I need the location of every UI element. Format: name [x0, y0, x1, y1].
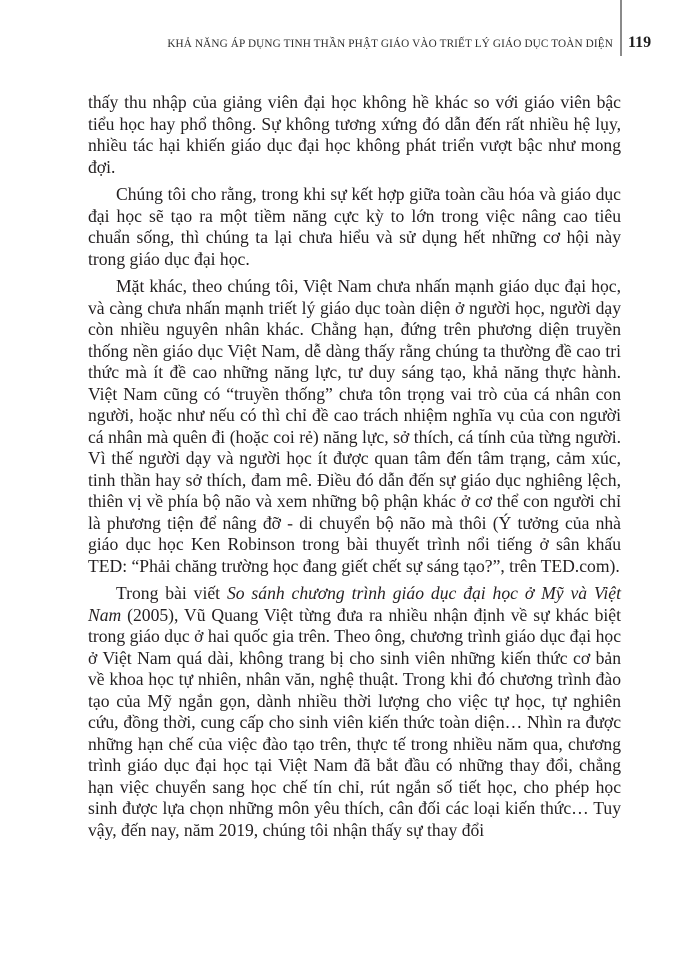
paragraph-3: Mặt khác, theo chúng tôi, Việt Nam chưa nhấn mạnh giáo dục đại học, và càng chưa nhấn mạnh triết lý giáo dục toàn diện ở người học, người dạy còn nhiều nguyên nhân khác. Chẳng hạn, đứng trên phương diện truyền thống nền giáo dục Việt Nam, dễ dàng thấy rằng chúng ta thường đề cao tri thức mà ít đề cao những năng lực, tư duy sáng tạo, khả năng thực hành. Việt Nam cũng có “truyền thống” chưa tôn trọng vai trò của cá nhân con người, hoặc như nếu có thì chỉ đề cao trách nhiệm nghĩa vụ của con người cá nhân mà quên đi (hoặc coi rẻ) năng lực, sở thích, cá tính của từng người. Vì thế người dạy và người học ít được quan tâm đến tâm trạng, cảm xúc, tinh thần hay sở thích, đam mê. Điều đó dẫn đến sự giáo dục nghiêng lệch, thiên vị về phía bộ não và xem những bộ phận khác ở cơ thể con người chỉ là phương tiện để nâng đỡ - di chuyển bộ não mà thôi (Ý tưởng của nhà giáo dục học Ken Robinson trong bài thuyết trình nổi tiếng ở sân khấu TED: “Phải chăng trường học đang giết chết sự sáng tạo?”, trên TED.com). — [88, 276, 621, 576]
paragraph-4 — [88, 583, 621, 841]
paragraph-2: Chúng tôi cho rằng, trong khi sự kết hợp giữa toàn cầu hóa và giáo dục đại học sẽ tạo ra một tiềm năng cực kỳ to lớn trong việc nâng cao tiêu chuẩn sống, thì chúng ta lại chưa hiểu và sử dụng hết những cơ hội này trong giáo dục đại học. — [88, 184, 621, 269]
running-header-title: KHẢ NĂNG ÁP DỤNG TINH THẦN PHẬT GIÁO VÀO TRIẾT LÝ GIÁO DỤC TOÀN DIỆN — [167, 38, 613, 50]
paragraph-4-text: (2005), Vũ Quang Việt từng đưa ra nhiều nhận định về sự khác biệt trong giáo dục ở hai quốc gia trên. Theo ông, chương trình giáo dục đại học ở Việt Nam quá dài, không trang bị cho sinh viên những kiến thức cơ bản về khoa học tự nhiên, nhân văn, nghệ thuật. Trong khi đó chương trình đào tạo của Mỹ ngắn gọn, dành nhiều thời lượng cho việc tự học, tự nghiên cứu, đồng thời, cung cấp cho sinh viên kiến thức toàn diện… Nhìn ra được những hạn chế của việc đào tạo trên, thực tế trong nhiều năm qua, chương trình giáo dục đại học tại Việt Nam đã bắt đầu có những thay đổi, chẳng hạn việc chuyển sang học chế tín chỉ, rút ngắn số tiết học, cho phép học sinh được lựa chọn những môn yêu thích, cân đối các loại kiến thức… Tuy vậy, đến nay, năm 2019, chúng tôi nhận thấy sự thay đổi — [88, 604, 621, 840]
paragraph-1: thấy thu nhập của giảng viên đại học không hề khác so với giáo viên bậc tiểu học hay phổ thông. Sự không tương xứng đó dẫn đến rất nhiều hệ lụy, nhiều tác hại khiến giáo dục đại học không phát triển vượt bậc như mong đợi. — [88, 92, 621, 177]
page-number: 119 — [628, 34, 652, 51]
body-text — [88, 92, 621, 847]
paragraph-4-lead: Trong bài viết — [116, 583, 227, 603]
cited-article-title: So sánh chương trình giáo dục đại học ở Mỹ và Việt Nam — [88, 583, 622, 625]
header-divider-rule — [620, 0, 622, 56]
